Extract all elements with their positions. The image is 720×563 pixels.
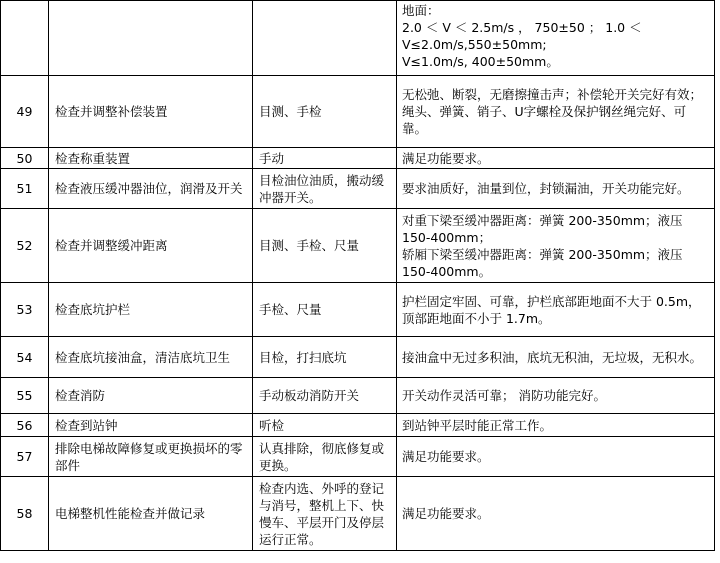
check-method: 目检油位油质，搬动缓冲器开关。 [253, 169, 397, 209]
table-row [1, 76, 715, 148]
requirement-line: 地面： [402, 3, 440, 18]
requirement-line: 满足功能要求。 [402, 449, 490, 464]
requirement-cell [397, 209, 715, 283]
check-method: 听检 [253, 414, 397, 437]
row-number: 56 [1, 414, 49, 437]
check-method: 手动 [253, 148, 397, 169]
table-row [1, 477, 715, 551]
requirement-line: 2.0 ＜ V ＜ 2.5m/s ， 750±50 ； 1.0 ＜ V≤2.0m/s,550±50mm; [402, 20, 642, 52]
check-item: 检查到站钟 [49, 414, 253, 437]
check-item [49, 1, 253, 76]
requirement-line: 开关动作灵活可靠； 消防功能完好。 [402, 388, 606, 403]
requirement-cell [397, 477, 715, 551]
check-item: 检查底坑护栏 [49, 283, 253, 337]
requirement-cell [397, 169, 715, 209]
check-method: 手动板动消防开关 [253, 378, 397, 414]
check-item: 检查称重装置 [49, 148, 253, 169]
table-row [1, 148, 715, 169]
requirement-line: 满足功能要求。 [402, 506, 490, 521]
check-item: 检查液压缓冲器油位，润滑及开关 [49, 169, 253, 209]
requirement-line: 要求油质好，油量到位，封锁漏油，开关功能完好。 [402, 181, 690, 196]
row-number: 55 [1, 378, 49, 414]
check-method: 目检，打扫底坑 [253, 337, 397, 378]
check-method: 检查内选、外呼的登记与消号，整机上下、快慢车、平层开门及停层运行正常。 [253, 477, 397, 551]
table-row [1, 1, 715, 76]
table-row [1, 283, 715, 337]
requirement-cell [397, 414, 715, 437]
row-number: 50 [1, 148, 49, 169]
check-method: 认真排除，彻底修复或更换。 [253, 437, 397, 477]
requirement-line: 满足功能要求。 [402, 150, 490, 166]
requirement-line: 接油盒中无过多积油，底坑无积油，无垃圾，无积水。 [402, 349, 703, 365]
table-row [1, 209, 715, 283]
requirement-line: 轿厢下梁至缓冲器距离：弹簧 200-350mm；液压 150-400mm。 [402, 246, 683, 279]
check-method: 目测、手检 [253, 76, 397, 148]
check-item: 电梯整机性能检查并做记录 [49, 477, 253, 551]
row-number: 57 [1, 437, 49, 477]
check-item: 检查底坑接油盒，清洁底坑卫生 [49, 337, 253, 378]
requirement-line: 护栏固定牢固、可靠，护栏底部距地面不大于 0.5m，顶部距地面不小于 1.7m。 [402, 293, 701, 326]
row-number: 54 [1, 337, 49, 378]
requirement-line: V≤1.0m/s, 400±50mm。 [402, 54, 559, 69]
requirement-cell [397, 76, 715, 148]
table-row [1, 337, 715, 378]
requirement-cell [397, 337, 715, 378]
requirement-line: 到站钟平层时能正常工作。 [402, 417, 553, 433]
check-method [253, 1, 397, 76]
requirement-cell [397, 1, 715, 76]
requirement-cell [397, 283, 715, 337]
table-row [1, 378, 715, 414]
row-number: 51 [1, 169, 49, 209]
check-method: 手检、尺量 [253, 283, 397, 337]
row-number [1, 1, 49, 76]
requirement-cell [397, 437, 715, 477]
row-number: 49 [1, 76, 49, 148]
check-item: 排除电梯故障修复或更换损坏的零部件 [49, 437, 253, 477]
table-row [1, 437, 715, 477]
row-number: 53 [1, 283, 49, 337]
requirement-line: 绳头、弹簧、销子、U字螺栓及保护钢丝绳完好、可靠。 [402, 104, 687, 136]
table-row [1, 169, 715, 209]
requirement-cell [397, 378, 715, 414]
requirement-line: 无松弛、断裂，无磨擦撞击声；补偿轮开关完好有效； [402, 87, 703, 102]
check-item: 检查并调整缓冲距离 [49, 209, 253, 283]
table-row [1, 414, 715, 437]
row-number: 58 [1, 477, 49, 551]
check-item: 检查消防 [49, 378, 253, 414]
requirement-cell [397, 148, 715, 169]
row-number: 52 [1, 209, 49, 283]
check-item: 检查并调整补偿装置 [49, 76, 253, 148]
requirement-line: 对重下梁至缓冲器距离：弹簧 200-350mm；液压 150-400mm； [402, 212, 683, 245]
check-method: 目测、手检、尺量 [253, 209, 397, 283]
